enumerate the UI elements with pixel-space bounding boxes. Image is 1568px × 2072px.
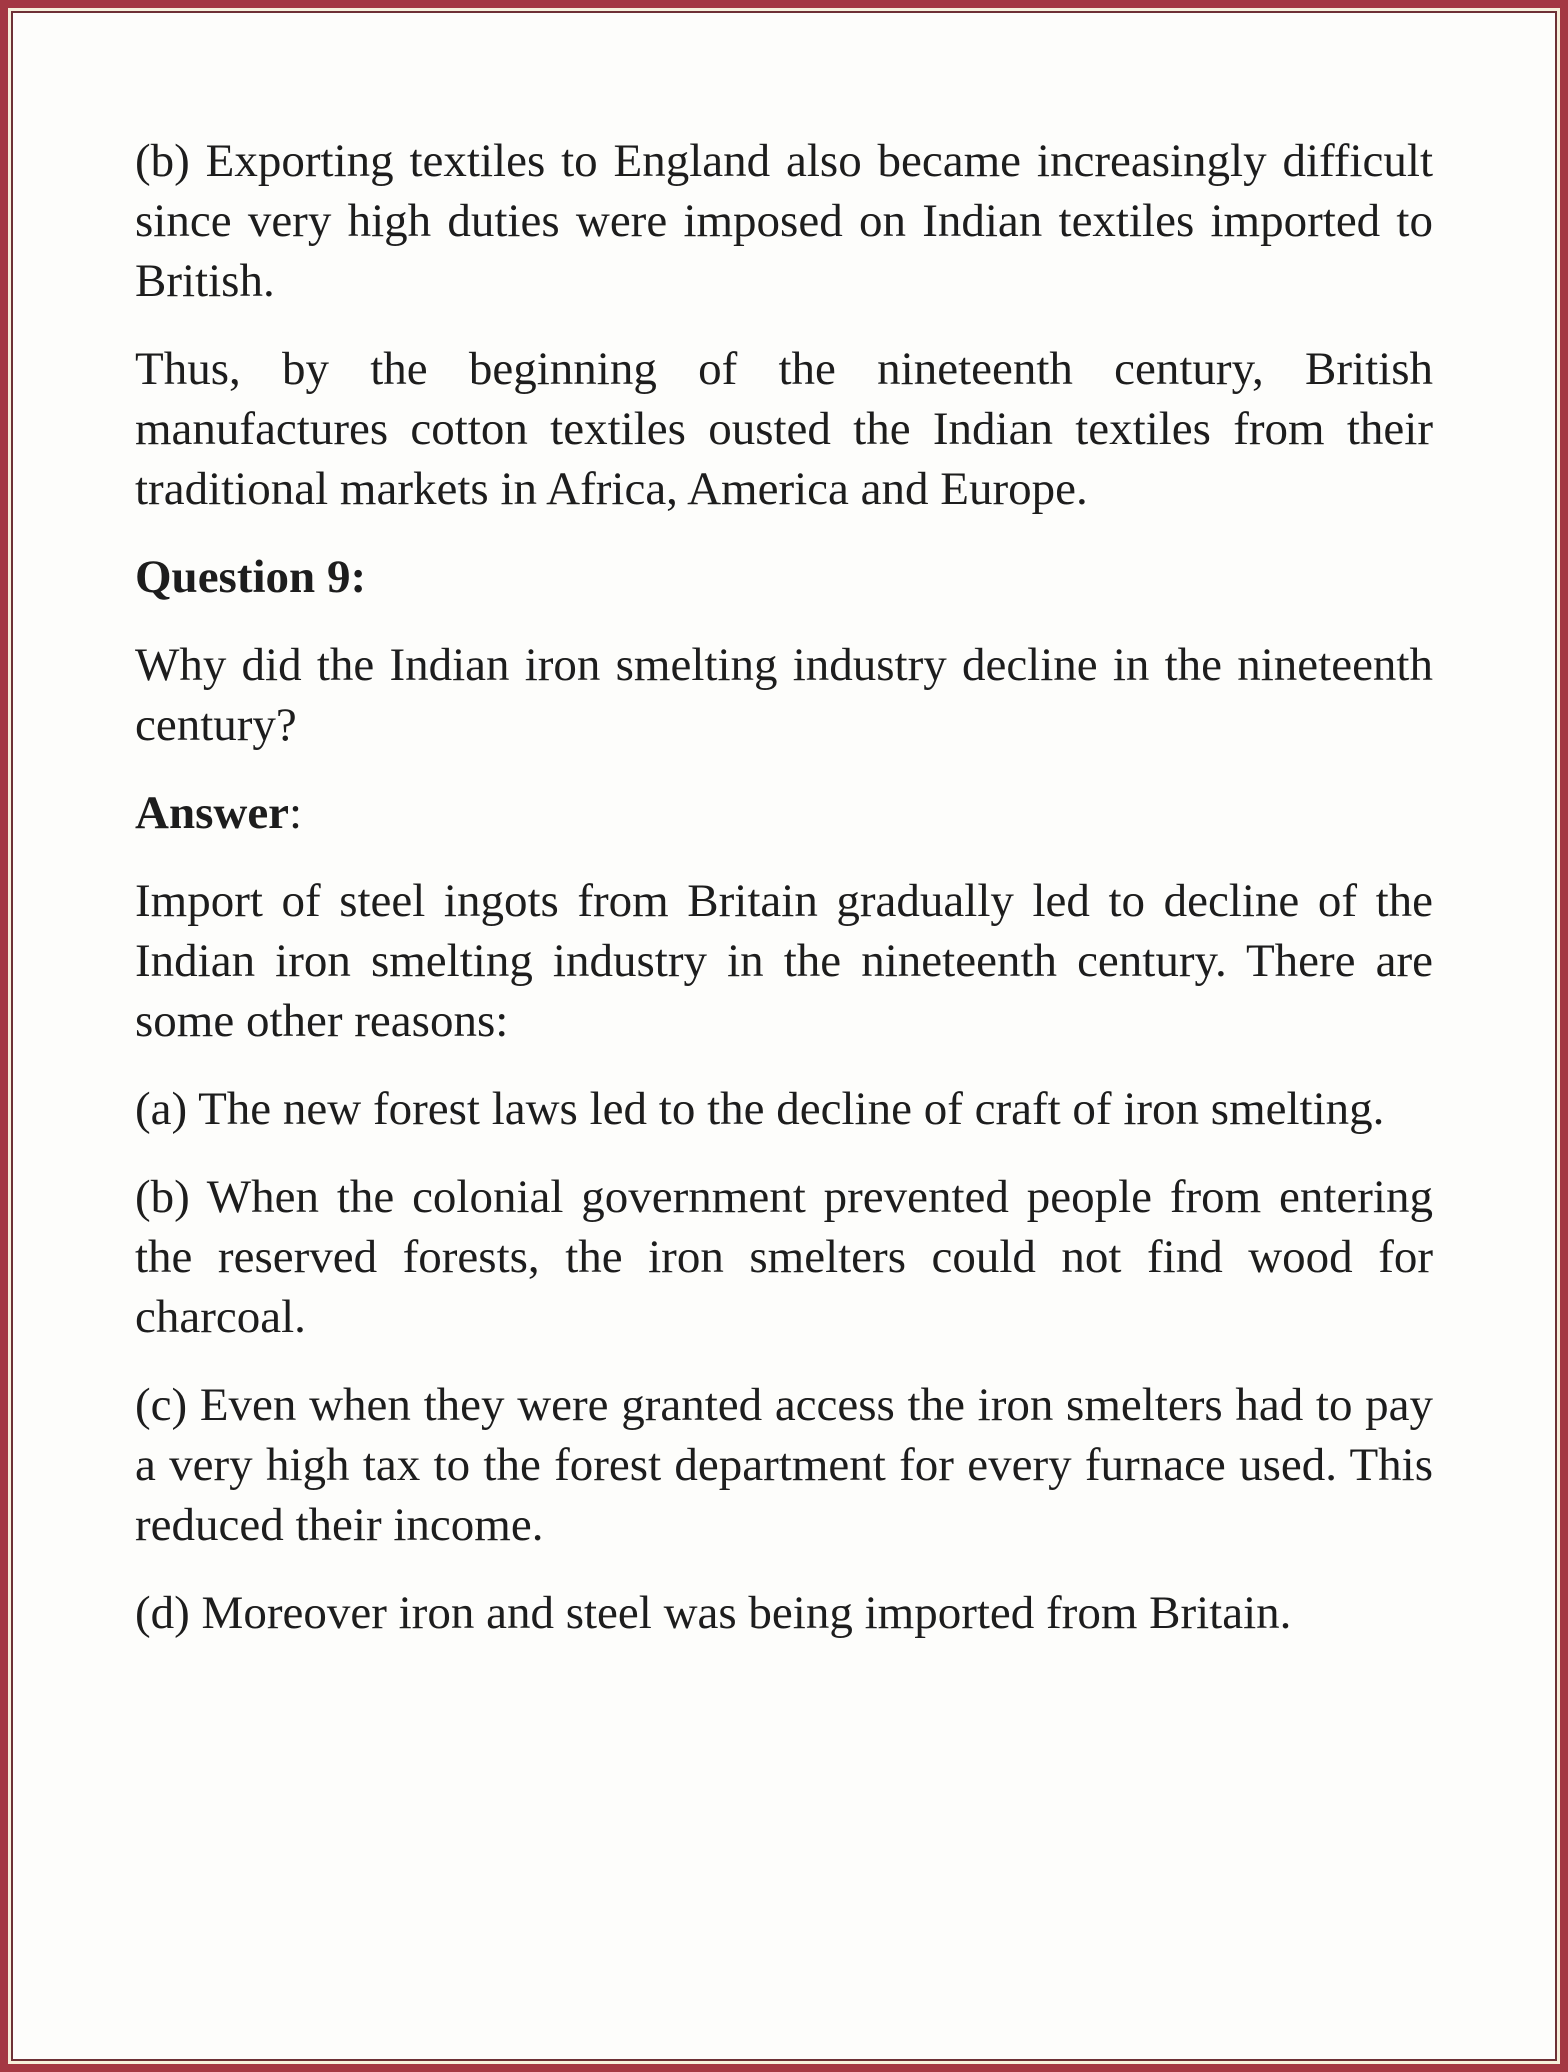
paragraph-british-manufactures: Thus, by the beginning of the nineteenth century, British manufactures cotton textiles ousted the Indian textiles from their traditional markets in Africa, America and Europe. [135, 343, 1433, 515]
page-content [13, 13, 1555, 2059]
answer-item-c: (c) Even when they were granted access the iron smelters had to pay a very high tax to the forest department for every furnace used. This reduced their income. [135, 1379, 1433, 1551]
answer-intro: Import of steel ingots from Britain gradually led to decline of the Indian iron smelting industry in the nineteenth century. There are some other reasons: [135, 875, 1433, 1047]
answer-heading-label: Answer [135, 787, 290, 839]
page [11, 11, 1557, 2061]
answer-item-b: (b) When the colonial government prevented people from entering the reserved forests, the iron smelters could not find wood for charcoal. [135, 1171, 1433, 1343]
paragraph-exporting-textiles: (b) Exporting textiles to England also became increasingly difficult since very high duties were imposed on Indian textiles imported to British. [135, 135, 1433, 307]
answer-heading [135, 783, 1433, 843]
question-9-text: Why did the Indian iron smelting industry decline in the nineteenth century? [135, 639, 1433, 751]
answer-item-d: (d) Moreover iron and steel was being imported from Britain. [135, 1587, 1292, 1639]
answer-item-a: (a) The new forest laws led to the decline of craft of iron smelting. [135, 1083, 1385, 1135]
question-9-heading: Question 9: [135, 551, 367, 603]
answer-heading-colon: : [289, 787, 303, 839]
